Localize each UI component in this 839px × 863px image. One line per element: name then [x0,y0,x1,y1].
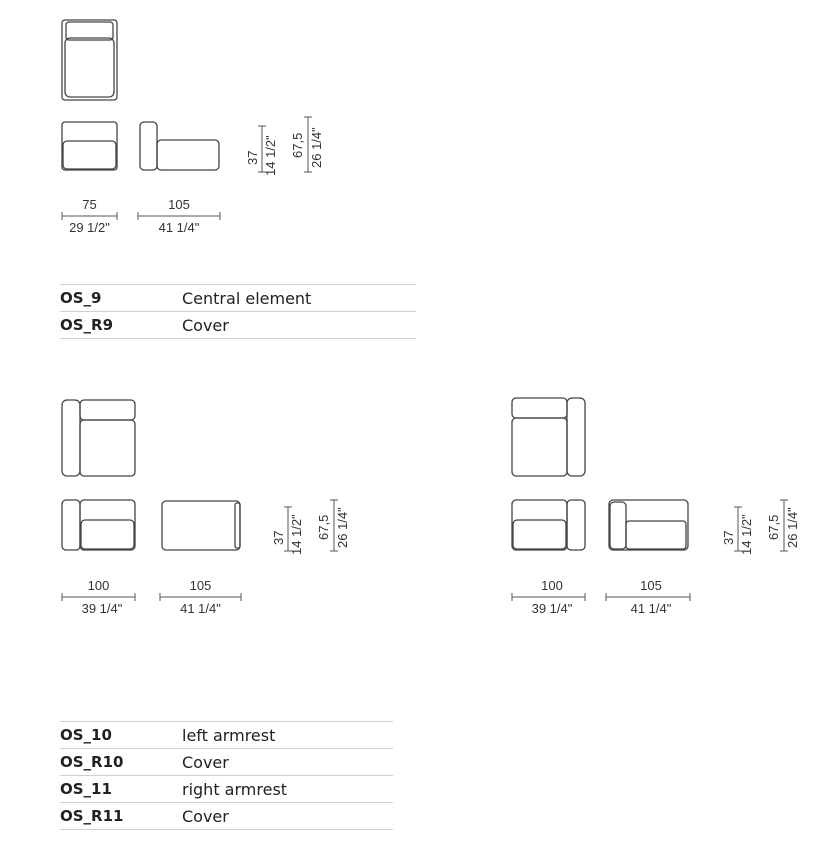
os9-spec-table [60,284,416,339]
os9-top-view [62,20,117,100]
os11-depth-cm: 105 [640,578,662,593]
table-row [60,749,393,776]
os11-width-cm: 100 [541,578,563,593]
table-row [60,285,416,312]
os9-width-cm: 75 [82,197,97,212]
product-description: Central element [182,285,416,312]
os10-top-view [62,400,135,476]
product-code: OS_R10 [60,749,182,776]
product-description: right armrest [182,776,393,803]
os10-seat-height-cm: 37 [271,530,286,545]
os11-depth-in: 41 1/4" [630,601,672,616]
os11-seat-height-cm: 37 [721,530,736,545]
os11-top-view [512,398,585,476]
product-description: Cover [182,312,416,339]
product-description: Cover [182,803,393,830]
os11-side-view [609,500,688,550]
product-code: OS_R9 [60,312,182,339]
os9-depth-cm: 105 [168,197,190,212]
os9-height-cm: 67,5 [290,132,305,158]
os9-seat-height-cm: 37 [245,150,260,165]
os11-width-in: 39 1/4" [531,601,573,616]
os11-seat-height-in: 14 1/2" [739,514,754,555]
os9-width-in: 29 1/2" [69,220,110,235]
product-code: OS_9 [60,285,182,312]
product-description: Cover [182,749,393,776]
os10-os11-spec-table [60,721,393,830]
os9-seat-height-in: 14 1/2" [263,135,278,176]
os10-height-cm: 67,5 [316,514,331,540]
os11-height-in: 26 1/4" [785,507,800,548]
os11-front-view [512,500,585,550]
os10-depth-cm: 105 [189,578,212,593]
os11-height-cm: 67,5 [766,514,781,540]
os10-front-view [62,500,135,550]
product-description: left armrest [182,722,393,749]
os10-seat-height-in: 14 1/2" [289,514,304,555]
os10-side-view [162,501,240,550]
os9-front-view [62,122,117,170]
os10-width-cm: 100 [87,578,110,593]
product-code: OS_R11 [60,803,182,830]
os9-depth-in: 41 1/4" [158,220,200,235]
os10-height-in: 26 1/4" [335,507,350,548]
table-row [60,803,393,830]
product-code: OS_10 [60,722,182,749]
product-code: OS_11 [60,776,182,803]
os10-width-in: 39 1/4" [81,601,123,616]
table-row [60,722,393,749]
table-row [60,312,416,339]
table-row [60,776,393,803]
os10-depth-in: 41 1/4" [180,601,221,616]
os9-height-in: 26 1/4" [309,127,324,168]
os9-side-view [140,122,219,170]
